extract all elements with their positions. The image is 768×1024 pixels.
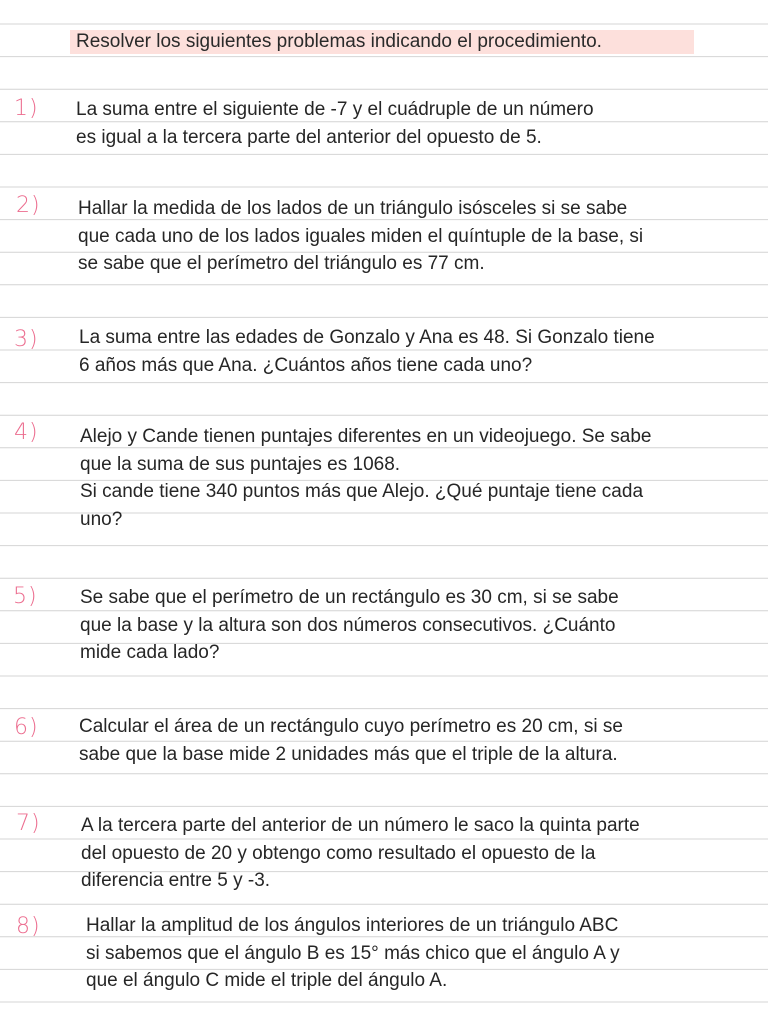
problem-line: que la suma de sus puntajes es 1068. — [80, 453, 401, 475]
problem-7-number: 7) — [16, 811, 41, 836]
problem-line: Hallar la medida de los lados de un triángulo isósceles si se sabe — [78, 198, 628, 219]
problem-line: Si cande tiene 340 puntos más que Alejo. ¿Qué puntaje tiene cada — [80, 481, 644, 502]
problem-line: mide cada lado? — [80, 642, 220, 663]
problem-3-number: 3) — [14, 327, 39, 352]
problem-7-text — [81, 812, 731, 895]
instruction-text: Resolver los siguientes problemas indicando el procedimiento. — [76, 31, 602, 52]
problem-4-number: 4) — [14, 420, 39, 445]
problem-4-text — [80, 423, 730, 533]
problem-2-number: 2) — [16, 193, 41, 218]
problem-8-text — [86, 912, 736, 995]
problem-3-text — [79, 324, 729, 379]
problem-1-text — [76, 96, 726, 151]
problem-line: si sabemos que el ángulo B es 15° más chico que el ángulo A y — [86, 942, 620, 964]
problem-line: 6 años más que Ana. ¿Cuántos años tiene cada uno? — [79, 354, 533, 376]
problem-line: que cada uno de los lados iguales miden el quíntuple de la base, si — [78, 225, 644, 247]
problem-6-text — [79, 713, 729, 768]
problem-line: Hallar la amplitud de los ángulos interiores de un triángulo ABC — [86, 915, 619, 936]
problem-line: que la base y la altura son dos números consecutivos. ¿Cuánto — [80, 614, 616, 636]
problem-line: Alejo y Cande tienen puntajes diferentes en un videojuego. Se sabe — [80, 426, 652, 447]
problem-line: es igual a la tercera parte del anterior del opuesto de 5. — [76, 126, 542, 148]
problem-2-text — [78, 195, 728, 278]
problem-line: se sabe que el perímetro del triángulo es 77 cm. — [78, 253, 485, 274]
problem-6-number: 6) — [14, 715, 39, 740]
problem-line: A la tercera parte del anterior de un número le saco la quinta parte — [81, 815, 640, 836]
problem-line: diferencia entre 5 y -3. — [81, 870, 271, 891]
problem-line: Se sabe que el perímetro de un rectángulo es 30 cm, si se sabe — [80, 587, 619, 608]
problem-1-number: 1) — [14, 96, 39, 121]
problem-5-number: 5) — [13, 584, 38, 609]
problem-line: que el ángulo C mide el triple del ángulo A. — [86, 970, 448, 991]
problem-line: La suma entre las edades de Gonzalo y Ana es 48. Si Gonzalo tiene — [79, 327, 655, 348]
problem-line: Calcular el área de un rectángulo cuyo perímetro es 20 cm, si se — [79, 716, 623, 737]
problem-line: sabe que la base mide 2 unidades más que el triple de la altura. — [79, 743, 618, 765]
problem-line: La suma entre el siguiente de -7 y el cuádruple de un número — [76, 99, 594, 120]
problem-5-text — [80, 584, 730, 667]
problem-8-number: 8) — [16, 914, 41, 939]
problem-line: del opuesto de 20 y obtengo como resultado el opuesto de la — [81, 842, 596, 864]
problem-line: uno? — [80, 508, 123, 530]
